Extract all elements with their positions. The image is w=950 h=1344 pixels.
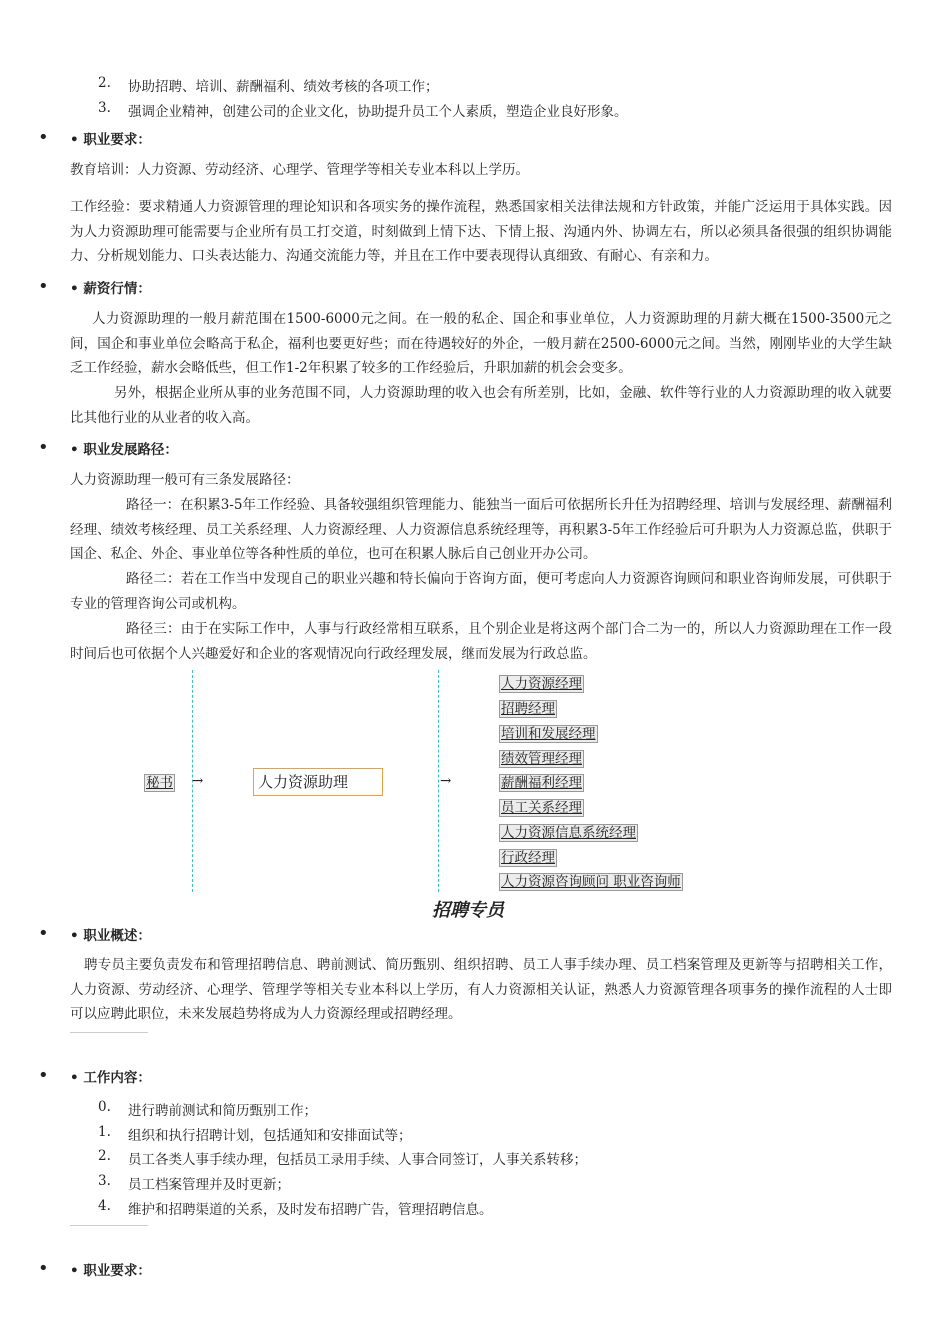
diagram-target: 员工关系经理	[501, 800, 582, 816]
list-item: 进行聘前测试和简历甄别工作；	[128, 1103, 317, 1119]
bullet-dot: •	[38, 276, 49, 297]
diagram-node-hr-assistant: 人力资源助理	[253, 768, 383, 796]
diagram-target: 招聘经理	[501, 701, 555, 717]
section-heading-career-path: • 职业发展路径：	[70, 442, 178, 458]
list-item: 维护和招聘渠道的关系，及时发布招聘广告，管理招聘信息。	[128, 1202, 493, 1218]
path-intro: 人力资源助理一般可有三条发展路径：	[70, 472, 300, 488]
diagram-target: 人力资源咨询顾问 职业咨询师	[501, 874, 681, 890]
list-number: 3.	[98, 1173, 111, 1189]
path-three: 路径三：由于在实际工作中，人事与行政经常相互联系，且个别企业是将这两个部门合二为一的，所以人力资源助理在工作一段时间后也可依据个人兴趣爱好和企业的客观情况向行政经理发展，继而发展为行政总监。	[70, 621, 892, 662]
list-item: 组织和执行招聘计划，包括通知和安排面试等；	[128, 1128, 412, 1144]
diagram-node-secretary: 秘书	[146, 775, 173, 791]
diagram-target: 薪酬福利经理	[501, 775, 582, 791]
section-heading-work: • 工作内容：	[70, 1070, 151, 1086]
section-heading-requirements: • 职业要求：	[70, 132, 151, 148]
list-number: 2.	[98, 1148, 111, 1164]
arrow-icon: →	[192, 773, 204, 789]
path-two: 路径二：若在工作当中发现自己的职业兴趣和特长偏向于咨询方面，便可考虑向人力资源咨询顾问和职业咨询师发展，可供职于专业的管理咨询公司或机构。	[70, 571, 892, 612]
list-item: 员工各类人事手续办理，包括员工录用手续、人事合同签订，人事关系转移；	[128, 1152, 587, 1168]
overview-paragraph: 聘专员主要负责发布和管理招聘信息、聘前测试、简历甄别、组织招聘、员工人事手续办理、员工档案管理及更新等与招聘相关工作，人力资源、劳动经济、心理学、管理学等相关专业本科以上学历，有人力资源相关认证，熟悉人力资源管理各项事务的操作流程的人士即可以应聘此职位，未来发展趋势将成为人力资源经理或招聘经理。	[70, 957, 892, 1022]
list-item: 强调企业精神，创建公司的企业文化，协助提升员工个人素质，塑造企业良好形象。	[128, 104, 628, 120]
salary-paragraph-2: 另外，根据企业所从事的业务范围不同，人力资源助理的收入也会有所差别，比如，金融、软件等行业的人力资源助理的收入就要比其他行业的从业者的收入高。	[70, 385, 892, 426]
list-item: 员工档案管理并及时更新；	[128, 1177, 290, 1193]
section-title-recruiter: 招聘专员	[432, 900, 504, 921]
list-number: 0.	[98, 1099, 111, 1115]
list-number: 1.	[98, 1124, 111, 1140]
section-heading-overview: • 职业概述：	[70, 928, 151, 944]
diagram-target: 行政经理	[501, 850, 555, 866]
separator	[70, 1032, 148, 1033]
diagram-target: 培训和发展经理	[501, 726, 596, 742]
diagram-target: 绩效管理经理	[501, 751, 582, 767]
arrow-icon: →	[440, 773, 452, 789]
diagram-target: 人力资源信息系统经理	[501, 825, 636, 841]
separator	[70, 1225, 148, 1226]
experience-paragraph: 工作经验：要求精通人力资源管理的理论知识和各项实务的操作流程，熟悉国家相关法律法规和方针政策，并能广泛运用于具体实践。因为人力资源助理可能需要与企业所有员工打交道，时刻做到上情下达、下情上报、沟通内外、协调左右，所以必须具备很强的组织协调能力、分析规划能力、口头表达能力、沟通交流能力等，并且在工作中要表现得认真细致、有耐心、有亲和力。	[70, 199, 892, 264]
bullet-dot: •	[38, 437, 49, 458]
section-heading-requirements-2: • 职业要求：	[70, 1263, 151, 1279]
list-item: 协助招聘、培训、薪酬福利、绩效考核的各项工作；	[128, 79, 439, 95]
diagram-dashed-line-right	[438, 670, 439, 892]
bullet-dot: •	[38, 1258, 49, 1279]
education-paragraph: 教育培训：人力资源、劳动经济、心理学、管理学等相关专业本科以上学历。	[70, 162, 529, 178]
list-number: 4.	[98, 1198, 111, 1214]
bullet-dot: •	[38, 923, 49, 944]
salary-paragraph-1: 人力资源助理的一般月薪范围在1500-6000元之间。在一般的私企、国企和事业单位，人力资源助理的月薪大概在1500-3500元之间，国企和事业单位会略高于私企，福利也要更好些；而在待遇较好的外企，一般月薪在2500-6000元之间。当然，刚刚毕业的大学生缺乏工作经验，薪水会略低些，但工作1-2年积累了较多的工作经验后，升职加薪的机会会变多。	[70, 311, 892, 376]
path-one: 路径一：在积累3-5年工作经验、具备较强组织管理能力、能独当一面后可依据所长升任为招聘经理、培训与发展经理、薪酬福利经理、绩效考核经理、员工关系经理、人力资源经理、人力资源信息系统经理等，再积累3-5年工作经验后可升职为人力资源总监，供职于国企、私企、外企、事业单位等各种性质的单位，也可在积累人脉后自己创业开办公司。	[70, 497, 892, 562]
list-number: 2.	[98, 75, 111, 91]
list-number: 3.	[98, 100, 111, 116]
section-heading-salary: • 薪资行情：	[70, 281, 151, 297]
bullet-dot: •	[38, 127, 49, 148]
diagram-target: 人力资源经理	[501, 676, 582, 692]
bullet-dot: •	[38, 1065, 49, 1086]
